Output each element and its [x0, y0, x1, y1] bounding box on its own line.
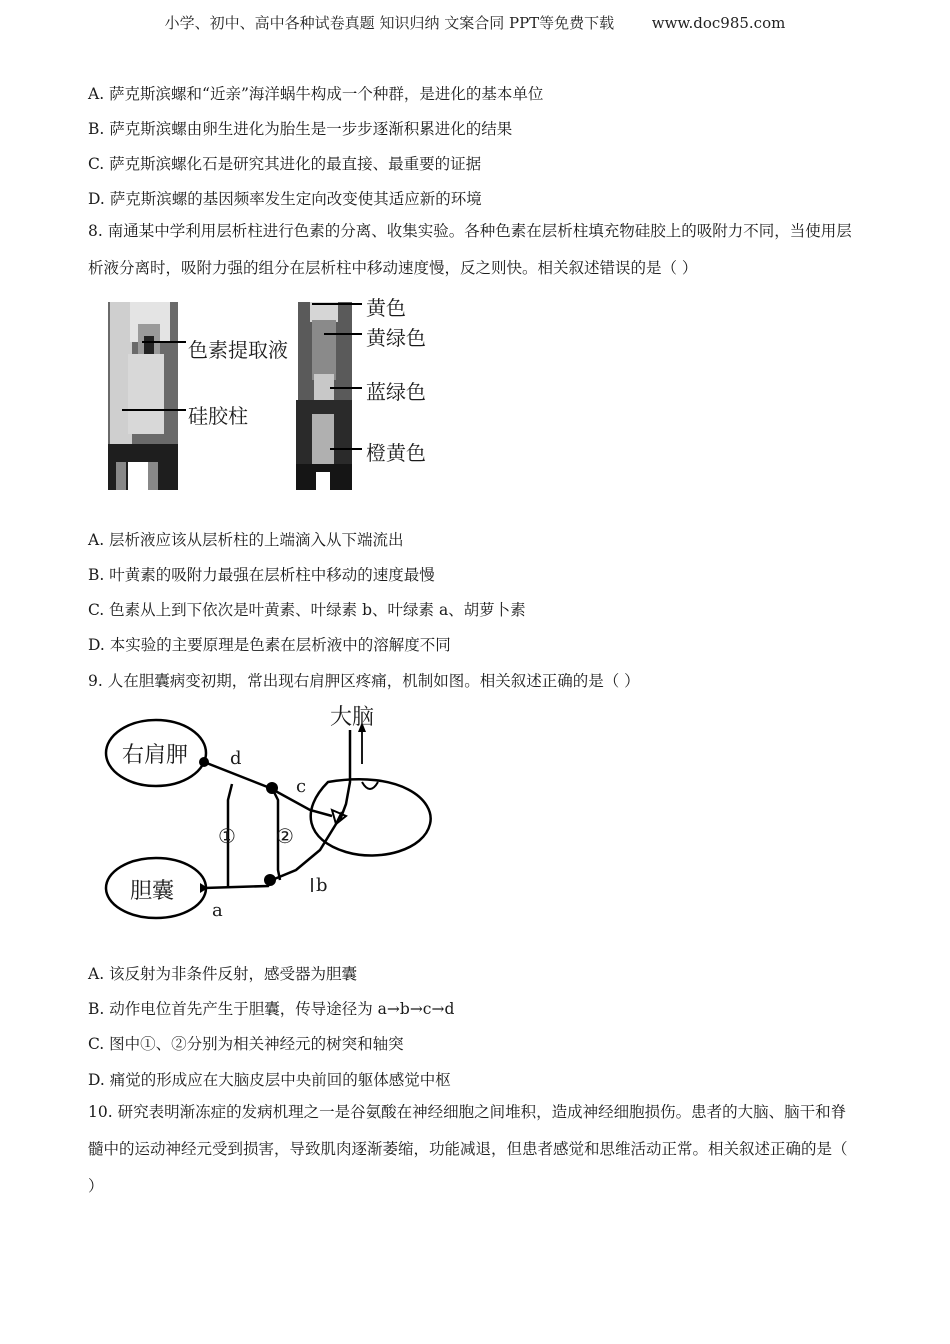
label-circle-2: ② — [276, 824, 294, 848]
q9-option-d: D. 痛觉的形成应在大脑皮层中央前回的躯体感觉中枢 — [88, 1071, 451, 1089]
label-orange-yellow: 橙黄色 — [366, 441, 426, 465]
q7-option-a: A. 萨克斯滨螺和“近亲”海洋蜗牛构成一个种群，是进化的基本单位 — [88, 85, 544, 103]
label-d: d — [230, 748, 242, 769]
right-column-photo — [296, 302, 352, 490]
q9-option-c: C. 图中①、②分别为相关神经元的树突和轴突 — [88, 1035, 404, 1053]
label-pigment-extract: 色素提取液 — [188, 338, 288, 362]
q8-stem: 8. 南通某中学利用层析柱进行色素的分离、收集实验。各种色素在层析柱填充物硅胶上的吸附力不同，当使用层析液分离时，吸附力强的组分在层析柱中移动速度慢，反之则快。相关叙述错误的是（ ） — [88, 222, 852, 277]
q8-option-c: C. 色素从上到下依次是叶黄素、叶绿素 b、叶绿素 a、胡萝卜素 — [88, 601, 526, 619]
label-blue-green: 蓝绿色 — [366, 380, 426, 404]
q9-option-a: A. 该反射为非条件反射，感受器为胆囊 — [88, 965, 358, 983]
label-c: c — [296, 776, 307, 797]
header-site-link[interactable]: www.doc985.com — [651, 14, 786, 32]
page-header — [0, 12, 950, 33]
q7-option-c: C. 萨克斯滨螺化石是研究其进化的最直接、最重要的证据 — [88, 155, 482, 173]
q10-stem: 10. 研究表明渐冻症的发病机理之一是谷氨酸在神经细胞之间堆积，造成神经细胞损伤。患者的大脑、脑干和脊髓中的运动神经元受到损害，导致肌肉逐渐萎缩，功能减退，但患者感觉和思维活动正常。相关叙述正确的是（ ） — [88, 1103, 848, 1195]
label-gallbladder: 胆囊 — [130, 879, 175, 904]
label-brain: 大脑 — [330, 705, 375, 730]
label-a: a — [212, 900, 223, 921]
q7-option-d: D. 萨克斯滨螺的基因频率发生定向改变使其适应新的环境 — [88, 190, 482, 208]
header-text: 小学、初中、高中各种试卷真题 知识归纳 文案合同 PPT等免费下载 — [164, 14, 615, 32]
q8-option-d: D. 本实验的主要原理是色素在层析液中的溶解度不同 — [88, 636, 451, 654]
label-right-shoulder: 右肩胛 — [122, 743, 189, 768]
q7-option-b: B. 萨克斯滨螺由卵生进化为胎生是一步步逐渐积累进化的结果 — [88, 120, 513, 138]
label-yellow-green: 黄绿色 — [366, 326, 426, 350]
label-b: b — [316, 875, 328, 896]
label-circle-1: ① — [218, 824, 236, 848]
q9-stem: 9. 人在胆囊病变初期，常出现右肩胛区疼痛，机制如图。相关叙述正确的是（ ） — [88, 672, 640, 690]
q8-option-a: A. 层析液应该从层析柱的上端滴入从下端流出 — [88, 531, 404, 549]
label-silica-column: 硅胶柱 — [188, 404, 248, 428]
label-yellow: 黄色 — [366, 296, 406, 320]
q9-option-b: B. 动作电位首先产生于胆囊，传导途径为 a→b→c→d — [88, 1000, 455, 1018]
left-column-photo — [108, 302, 178, 490]
q8-option-b: B. 叶黄素的吸附力最强在层析柱中移动的速度最慢 — [88, 566, 435, 584]
